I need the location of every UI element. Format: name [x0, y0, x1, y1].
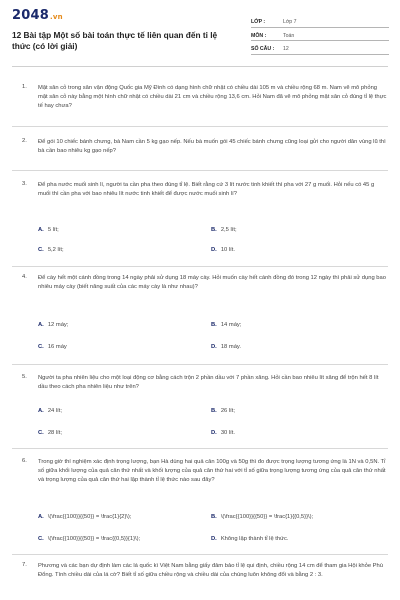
question-text: Phương và các bạn dự định làm các lá quốc kì Việt Nam bằng giấy đảm bảo tỉ lệ qui định, chiều rộng 14 cm để tham gia Hội khỏe Phù Đổng. Tính chiều dài của lá cờ? Biết tỉ số giữa chiều rộng và chiều dài của chúng luôn không đổi và bằng 2 : 3.: [38, 563, 383, 578]
question-number: 7.: [22, 562, 27, 568]
option-letter: D.: [211, 536, 217, 542]
option-letter: D.: [211, 430, 217, 436]
meta-value: 12: [283, 46, 289, 52]
option-text: 30 lít.: [220, 430, 235, 436]
answer-option-d[interactable]: [211, 430, 235, 436]
answer-option-d[interactable]: [211, 344, 241, 350]
meta-question-count: [251, 41, 389, 55]
question-number: 2.: [22, 138, 27, 144]
question-text: Để gói 10 chiếc bánh chưng, bà Nam cần 5 kg gạo nếp. Nếu bà muốn gói 45 chiếc bánh chưng cũng loại gửi cho người dân vùng lũ thì bà cần bao nhiêu kg gạo nếp?: [38, 139, 386, 154]
question-divider: [12, 126, 388, 127]
answer-option-c[interactable]: [38, 536, 140, 542]
answer-option-a[interactable]: [38, 408, 62, 414]
answer-option-d[interactable]: [211, 536, 289, 542]
document-header: [0, 0, 400, 62]
option-text: \(\frac{{100}}{{50}} = \frac{{0,5}}{1}\);: [47, 536, 141, 542]
option-text: 2,5 lít;: [220, 227, 237, 233]
question-text: Người ta pha nhiên liệu cho một loại động cơ bằng cách trộn 2 phần dầu với 7 phần xăng. Hỏi cần bao nhiêu lít xăng để trộn hết 8 lít dầu theo cách pha nhiên liệu như trên?: [38, 375, 379, 390]
answer-option-a[interactable]: [38, 227, 59, 233]
option-letter: A.: [38, 514, 44, 520]
option-letter: B.: [211, 322, 217, 328]
document-meta: [251, 14, 389, 55]
option-text: 28 lít;: [47, 430, 62, 436]
meta-label: SỐ CÂU :: [251, 46, 275, 52]
option-text: 5,2 lít;: [47, 247, 64, 253]
question-number: 5.: [22, 374, 27, 380]
meta-value: Lớp 7: [283, 19, 297, 25]
option-text: 14 máy;: [220, 322, 242, 328]
header-divider: [12, 66, 388, 67]
option-text: Không lập thành tỉ lệ thức.: [220, 536, 289, 542]
option-letter: C.: [38, 430, 44, 436]
answer-option-d[interactable]: [211, 247, 235, 253]
option-letter: C.: [38, 344, 44, 350]
option-text: 26 lít;: [220, 408, 235, 414]
question-text: Mặt sân cỏ trong sân vận động Quốc gia Mỹ Đình có dạng hình chữ nhật có chiều dài 105 m và chiều rộng 68 m. Nam vẽ mô phỏng mặt sân cỏ này bằng một hình chữ nhật có chiều dài 21 cm và chiều rộng 13,6 cm. Hỏi Nam đã vẽ mô phỏng mặt sân cỏ đúng tỉ lệ thực tế hay chưa?: [38, 85, 387, 109]
option-letter: A.: [38, 322, 44, 328]
option-letter: C.: [38, 247, 44, 253]
option-letter: A.: [38, 227, 44, 233]
logo-suffix: .vn: [49, 13, 63, 21]
answer-option-a[interactable]: [38, 322, 68, 328]
question-number: 4.: [22, 274, 27, 280]
option-text: 24 lít;: [47, 408, 62, 414]
meta-subject: [251, 28, 389, 42]
answer-option-c[interactable]: [38, 344, 67, 350]
answer-option-b[interactable]: [211, 514, 313, 520]
question-text: Để cày hết một cánh đồng trong 14 ngày phải sử dụng 18 máy cày. Hỏi muốn cày hết cánh đồng đó trong 12 ngày thì phải sử dụng bao nhiêu máy cày (biết năng suất của các máy cày là như nhau)?: [38, 275, 386, 290]
logo-text: 2048: [12, 8, 49, 23]
option-letter: C.: [38, 536, 44, 542]
option-letter: D.: [211, 247, 217, 253]
question-divider: [12, 448, 388, 449]
site-logo[interactable]: [12, 8, 63, 23]
question-divider: [12, 170, 388, 171]
option-letter: B.: [211, 227, 217, 233]
question-divider: [12, 266, 388, 267]
answer-option-c[interactable]: [38, 247, 64, 253]
question-text: Để pha nước muối sinh lí, người ta cần pha theo đúng tỉ lệ. Biết rằng cứ 3 lít nước tinh khiết thì pha với 27 g muối. Hỏi nếu có 45 g muối thì cần pha với bao nhiêu lít nước tinh khiết để được nước muối sinh lí?: [38, 182, 375, 197]
option-text: 5 lít;: [47, 227, 59, 233]
option-text: 10 lít.: [220, 247, 235, 253]
question-number: 6.: [22, 458, 27, 464]
option-letter: A.: [38, 408, 44, 414]
meta-label: MÔN :: [251, 32, 267, 39]
option-letter: D.: [211, 344, 217, 350]
question-divider: [12, 554, 388, 555]
answer-option-c[interactable]: [38, 430, 62, 436]
option-letter: B.: [211, 514, 217, 520]
option-text: 18 máy.: [220, 344, 242, 350]
answer-option-b[interactable]: [211, 322, 241, 328]
meta-label: LỚP :: [251, 19, 266, 25]
question-divider: [12, 364, 388, 365]
option-text: \(\frac{{100}}{{50}} = \frac{1}{{0,5}}\);: [220, 514, 314, 520]
meta-value: Toán: [283, 32, 295, 39]
question-number: 3.: [22, 181, 27, 187]
meta-grade: [251, 14, 389, 28]
option-letter: B.: [211, 408, 217, 414]
document-title: 12 Bài tập Một số bài toán thực tế liên quan đến tỉ lệ thức (có lời giải): [12, 30, 218, 51]
option-text: 16 máy: [47, 344, 67, 350]
question-number: 1.: [22, 84, 27, 90]
option-text: 12 máy;: [47, 322, 69, 328]
answer-option-b[interactable]: [211, 408, 235, 414]
option-text: \(\frac{{100}}{{50}} = \frac{1}{2}\);: [47, 514, 132, 520]
answer-option-b[interactable]: [211, 227, 237, 233]
question-text: Trong giờ thí nghiệm xác định trọng lượng, bạn Hà dùng hai quả cân 100g và 50g thì đo được trọng lượng tương ứng là 1N và 0,5N. Tỉ số giữa khối lượng của quả cân thứ nhất và khối lượng của quả cân thứ hai với tỉ số giữa trọng lượng tương ứng của quả cân thứ nhất và trọng lượng của quả cân thứ hai lập thành tỉ lệ thức nào sau đây?: [38, 459, 386, 483]
answer-option-a[interactable]: [38, 514, 131, 520]
